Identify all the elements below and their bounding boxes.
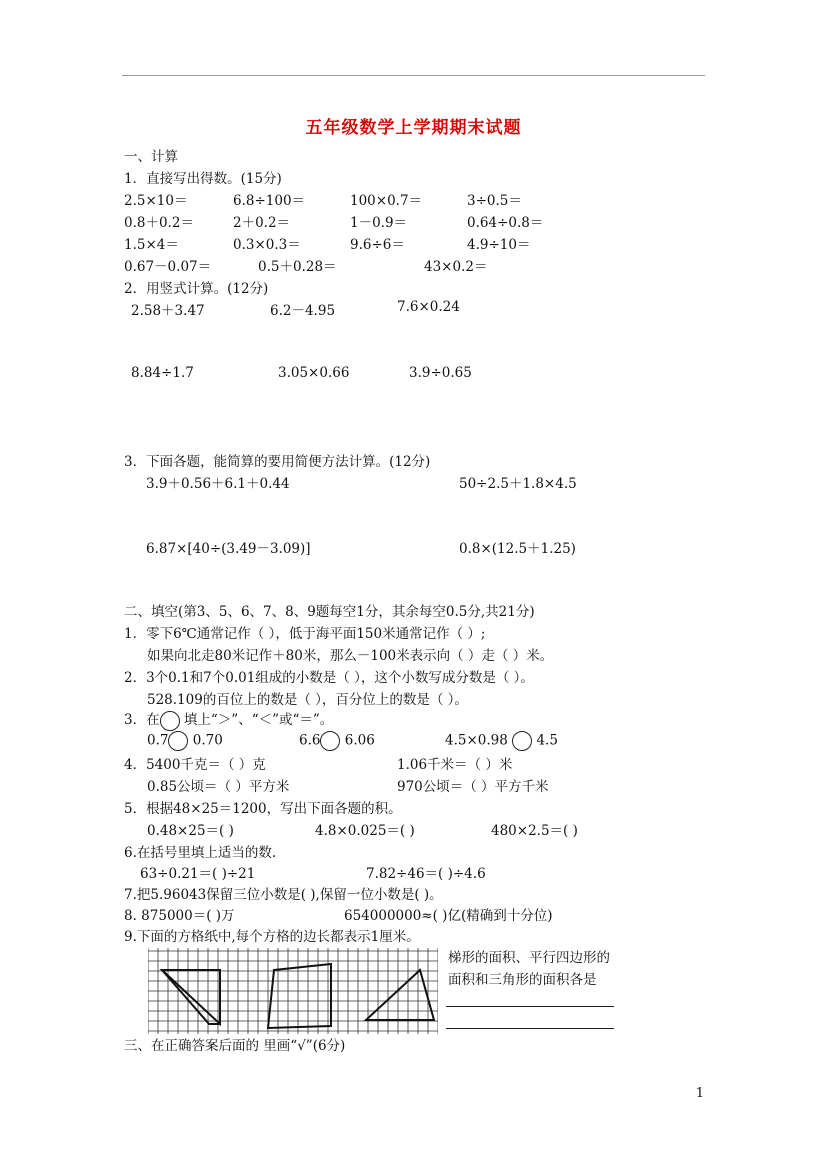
fill-q8b: 654000000≈( )亿(精确到十分位) <box>344 908 553 924</box>
calc-item: 6.8÷100＝ <box>233 193 306 209</box>
fill-q4a: 4．5400千克＝（ ）克 <box>124 757 266 773</box>
q1-1-prompt: 1．直接写出得数。(15分) <box>124 171 282 187</box>
fill-q7: 7.把5.96043保留三位小数是( ),保留一位小数是( )。 <box>124 887 443 903</box>
header-rule <box>122 75 705 76</box>
fill-q3-suffix: 填上“＞”、“＜”或“＝”。 <box>179 712 334 728</box>
vertical-item: 3.05×0.66 <box>278 365 350 381</box>
compare-item <box>147 731 223 751</box>
section-3-heading: 三、在正确答案后面的 里画“√”(6分) <box>124 1038 346 1054</box>
fill-q1-line1: 1．零下6℃通常记作（ ），低于海平面150米通常记作（ ）; <box>124 626 486 642</box>
product-item: 480×2.5＝( ) <box>491 823 578 839</box>
fill-q9-prompt: 9.下面的方格纸中,每个方格的边长都表示1厘米。 <box>124 929 420 945</box>
compare-right: 4.5 <box>536 732 558 749</box>
product-item: 0.48×25＝( ) <box>147 823 234 839</box>
calc-item: 43×0.2＝ <box>424 259 488 275</box>
calc-item: 2.5×10＝ <box>124 193 188 209</box>
vertical-item: 8.84÷1.7 <box>131 365 194 381</box>
page-number: 1 <box>695 1086 704 1101</box>
grid-figure <box>148 948 438 1034</box>
calc-item: 2＋0.2＝ <box>233 215 291 231</box>
compare-left: 6.6 <box>299 732 321 749</box>
fill-q6-prompt: 6.在括号里填上适当的数. <box>124 845 277 861</box>
calc-item: 0.64÷0.8＝ <box>467 215 544 231</box>
fill-q9-ask-line2: 面积和三角形的面积各是 <box>448 972 597 988</box>
vertical-item: 3.9÷0.65 <box>409 365 472 381</box>
compare-item <box>445 731 558 751</box>
calc-item: 0.3×0.3＝ <box>233 237 301 253</box>
calc-item: 3÷0.5＝ <box>467 193 522 209</box>
compare-circle-icon[interactable] <box>320 731 340 751</box>
simplify-item: 3.9＋0.56＋6.1＋0.44 <box>146 476 290 492</box>
compare-left: 0.7 <box>147 732 169 749</box>
section-1-heading: 一、计算 <box>124 149 178 165</box>
compare-circle-icon <box>160 711 180 731</box>
section-2-heading: 二、填空(第3、5、6、7、8、9题每空1分，其余每空0.5分,共21分) <box>124 604 535 620</box>
vertical-item: 7.6×0.24 <box>397 299 460 315</box>
grid-lines <box>148 948 438 1034</box>
fill-q3-prefix: 3．在 <box>124 712 160 728</box>
answer-line[interactable] <box>446 1028 614 1029</box>
fill-q2-line1: 2．3个0.1和7个0.01组成的小数是（ ），这个小数写成分数是（ ）。 <box>124 670 534 686</box>
simplify-item: 50÷2.5＋1.8×4.5 <box>459 476 577 492</box>
triangle-shape <box>366 970 434 1020</box>
compare-right: 0.70 <box>192 732 223 749</box>
compare-right: 6.06 <box>344 732 375 749</box>
vertical-item: 6.2－4.95 <box>270 303 336 319</box>
simplify-item: 0.8×(12.5＋1.25) <box>459 541 576 557</box>
q1-2-prompt: 2．用竖式计算。(12分) <box>124 281 269 297</box>
calc-item: 4.9÷10＝ <box>467 237 531 253</box>
compare-item <box>299 731 375 751</box>
fill-q4b: 1.06千米＝（ ）米 <box>397 757 513 773</box>
compare-left: 4.5×0.98 <box>445 732 508 749</box>
calc-item: 0.5＋0.28＝ <box>258 259 337 275</box>
fill-q5-prompt: 5．根据48×25＝1200，写出下面各题的积。 <box>124 801 402 817</box>
fill-q3-prompt <box>124 708 333 731</box>
q1-3-prompt: 3．下面各题，能简算的要用简便方法计算。(12分) <box>124 454 431 470</box>
trapezoid-shape <box>162 970 220 1024</box>
fill-q1-line2: 如果向北走80米记作＋80米，那么－100米表示向（ ）走（ ）米。 <box>147 648 554 664</box>
simplify-item: 6.87×[40÷(3.49－3.09)] <box>146 541 311 557</box>
calc-item: 0.8＋0.2＝ <box>124 215 194 231</box>
fill-q6-item: 63÷0.21＝( )÷21 <box>140 866 256 882</box>
fill-q4d: 970公顷＝（ ）平方千米 <box>397 779 549 795</box>
fill-q6-item: 7.82÷46＝( )÷4.6 <box>366 866 486 882</box>
calc-item: 9.6÷6＝ <box>350 237 405 253</box>
fill-q4c: 0.85公顷＝（ ）平方米 <box>147 779 290 795</box>
fill-q9-ask-line1: 梯形的面积、平行四边形的 <box>448 950 610 966</box>
calc-item: 0.67－0.07＝ <box>124 259 212 275</box>
parallelogram-shape <box>268 964 331 1028</box>
fill-q2-line2: 528.109的百位上的数是（ ），百分位上的数是（ ）。 <box>147 692 468 708</box>
compare-circle-icon[interactable] <box>168 731 188 751</box>
product-item: 4.8×0.025＝( ) <box>315 823 415 839</box>
calc-item: 1－0.9＝ <box>350 215 408 231</box>
compare-circle-icon[interactable] <box>512 731 532 751</box>
answer-line[interactable] <box>446 1006 614 1007</box>
vertical-item: 2.58＋3.47 <box>131 303 205 319</box>
calc-item: 1.5×4＝ <box>124 237 179 253</box>
fill-q8a: 8. 875000＝( )万 <box>124 908 235 924</box>
calc-item: 100×0.7＝ <box>350 193 423 209</box>
page-title: 五年级数学上学期期末试题 <box>305 118 522 138</box>
